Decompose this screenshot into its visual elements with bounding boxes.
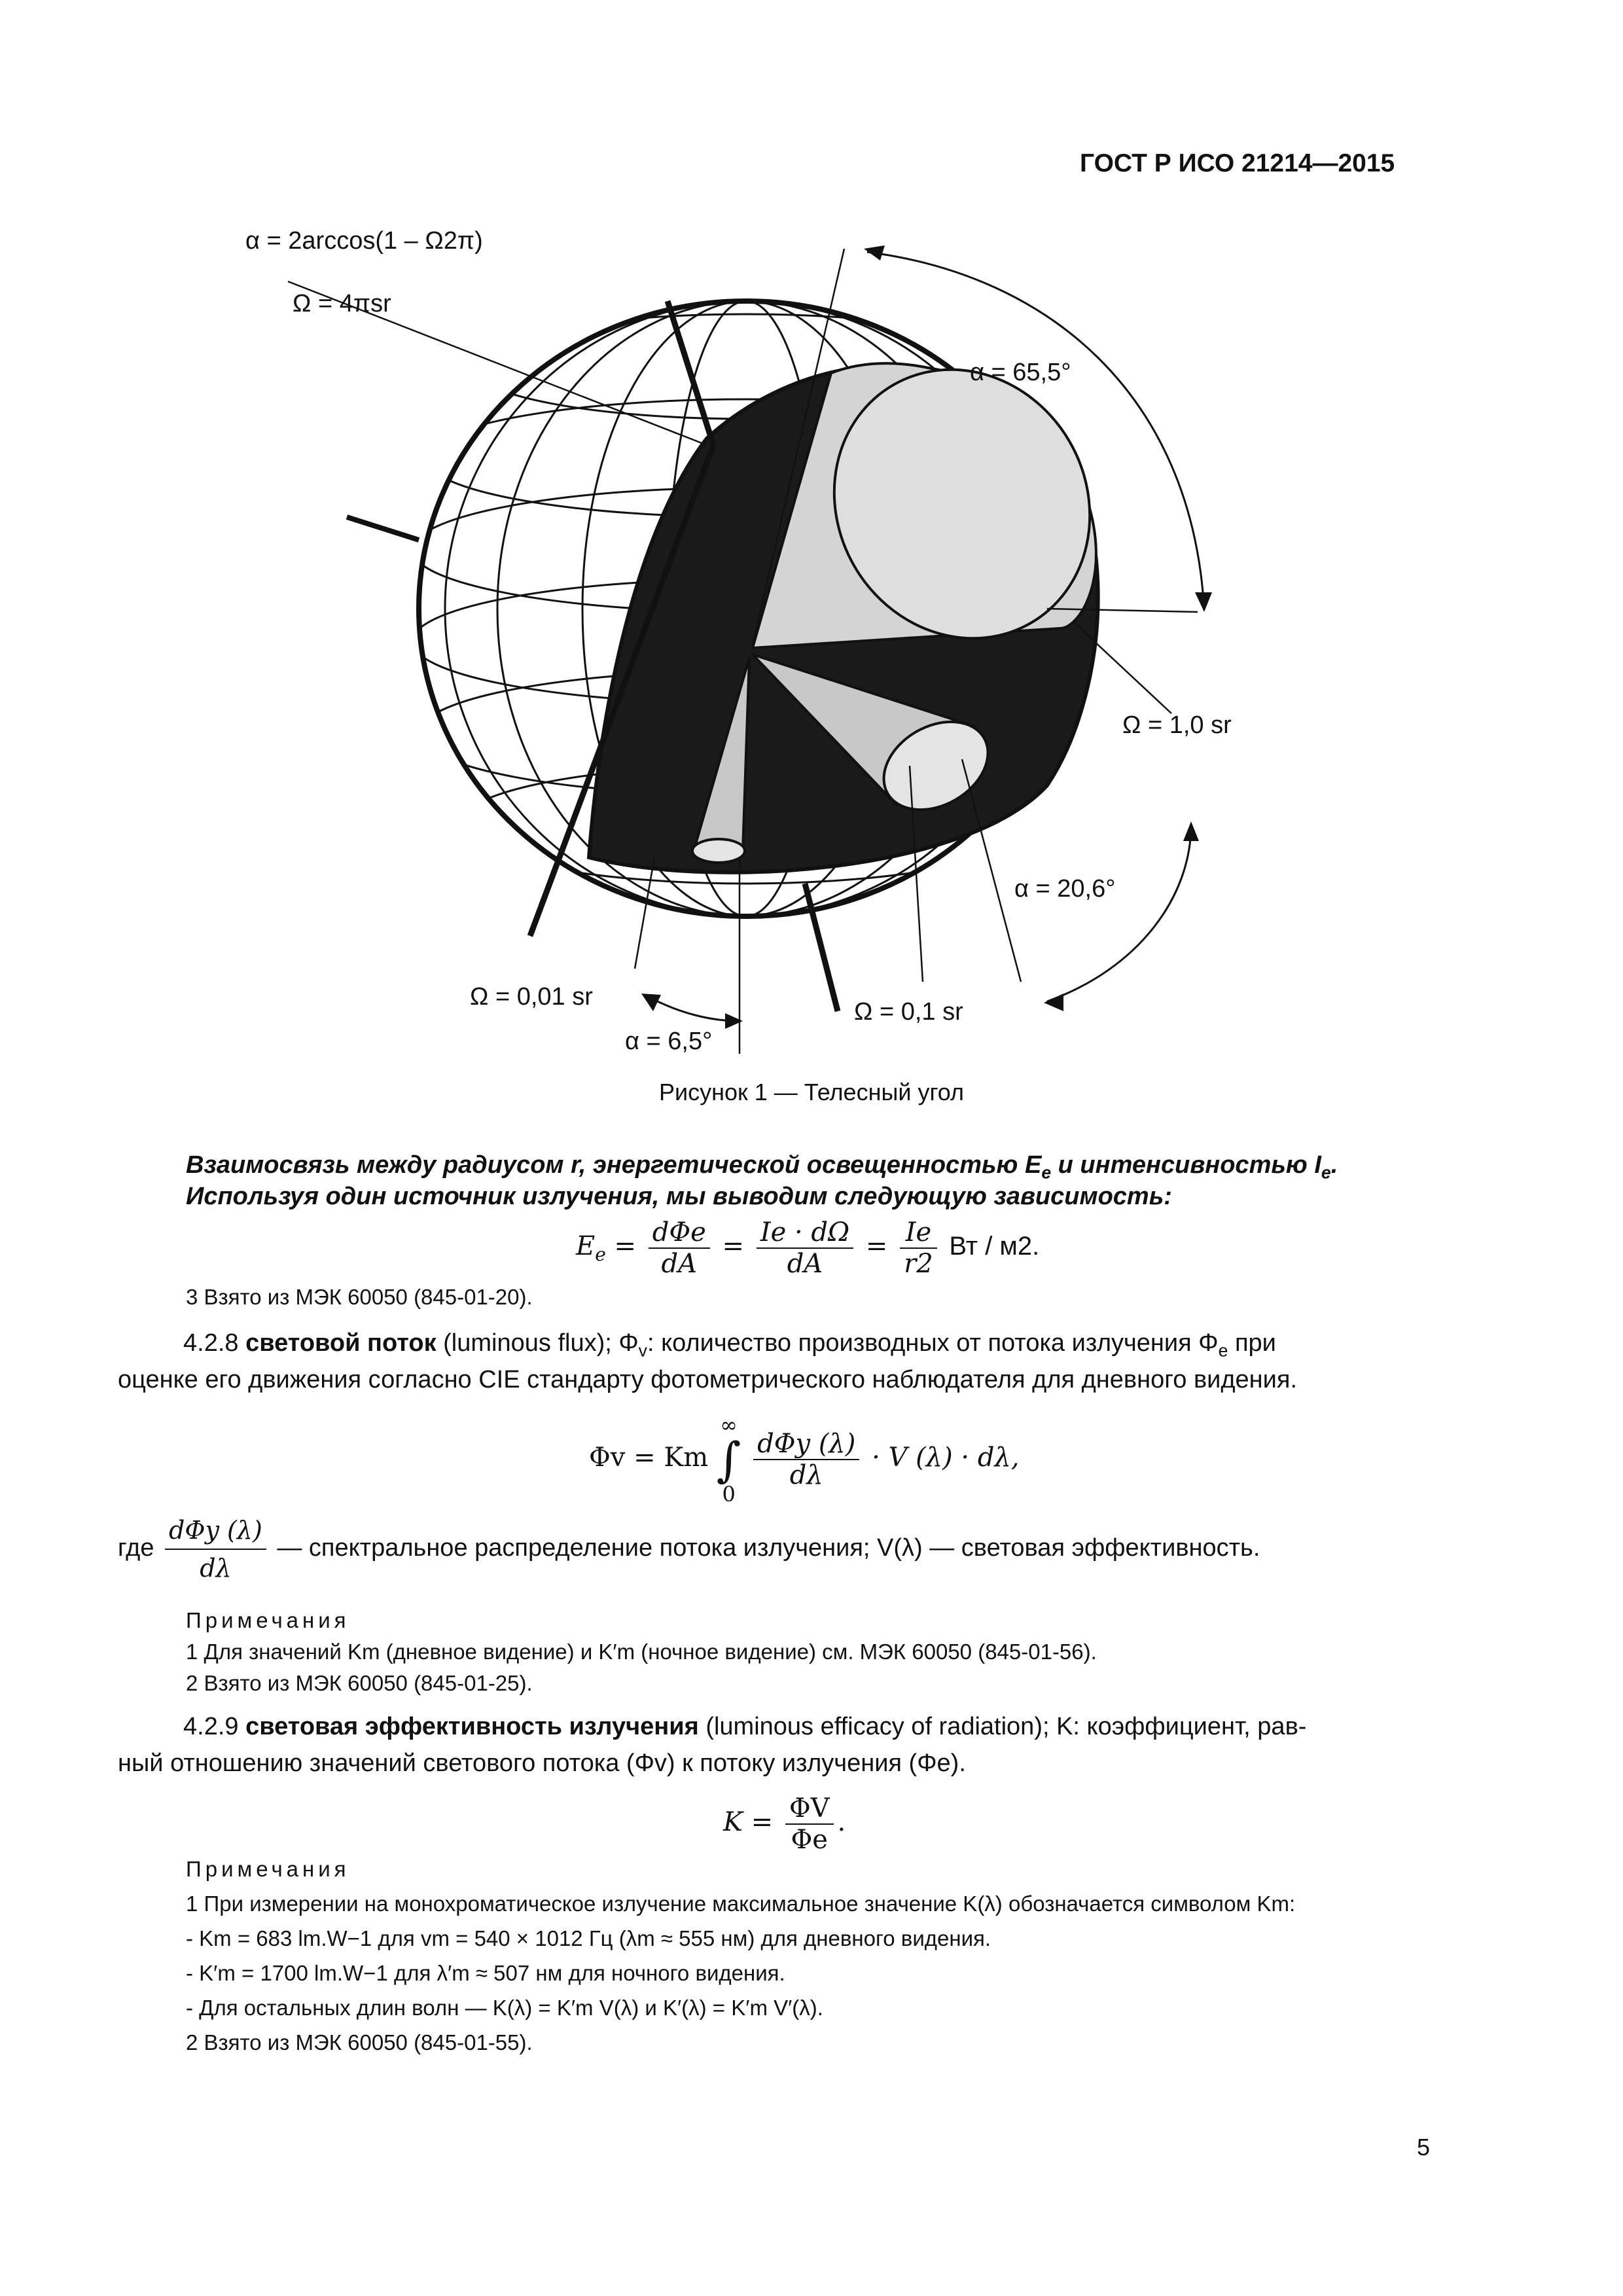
standard-header: ГОСТ Р ИСО 21214—2015 — [1080, 149, 1395, 177]
section-428-where: где $\frac{\text{dΦy (λ)}}{d\lambda}$ — спектральное распределение потока излучения; V(λ) — световая эффективность. — [118, 1512, 1466, 1587]
section-428-line-1: 4.2.8 световой поток (luminous flux); $\Phi_v$: количество производных от потока излучения $\Phi_e$ при — [183, 1329, 1276, 1361]
alpha-formula-label: α = 2arccos(1 – Ω2π) — [245, 227, 483, 255]
irradiance-formula: $E_e$ = $\frac{\text{dΦe}}{dA}$ = $\frac{Ie \cdot d\Omega}{dA}$ = $\frac{Ie}{r2}$ Вт / м2. — [576, 1217, 1040, 1279]
section-428-note-1: 1 Для значений Km (дневное видение) и K′m (ночное видение) см. МЭК 60050 (845-01-56). — [186, 1640, 1097, 1664]
figure-caption: Рисунок 1 — Телесный угол — [658, 1079, 965, 1105]
section-429-notes-title: Примечания — [186, 1857, 350, 1881]
efficacy-formula: K = $\frac{\Phi V}{\Phi e}$ . — [723, 1793, 846, 1855]
alpha-20-label: α = 20,6° — [1014, 875, 1116, 903]
alpha-6-label: α = 6,5° — [625, 1028, 713, 1055]
relation-source: 3 Взято из МЭК 60050 (845-01-20). — [186, 1285, 533, 1309]
section-428-notes-title: Примечания — [186, 1608, 350, 1632]
section-429-note-1: 1 При измерении на монохроматическое излучение максимальное значение K(λ) обозначается символом Km: — [186, 1892, 1296, 1916]
section-429-bullet-2: - K′m = 1700 lm.W−1 для λ′m ≈ 507 нм для ночного видения. — [186, 1961, 785, 1985]
section-428-note-2: 2 Взято из МЭК 60050 (845-01-25). — [186, 1671, 533, 1695]
omega-1-label: Ω = 1,0 sr — [1122, 711, 1232, 739]
section-429-note-2: 2 Взято из МЭК 60050 (845-01-55). — [186, 2030, 533, 2054]
alpha-65-label: α = 65,5° — [970, 359, 1071, 386]
section-429-bullet-3: - Для остальных длин волн — K(λ) = K′m V(λ) и K′(λ) = K′m V′(λ). — [186, 1996, 823, 2020]
section-429-line-2: ный отношению значений светового потока (Φv) к потоку излучения (Φe). — [118, 1749, 966, 1777]
section-428-line-2: оценке его движения согласно CIE стандарту фотометрического наблюдателя для дневного видения. — [118, 1366, 1298, 1393]
luminous-flux-formula: Φv = Km ∞ ∫ 0 $\frac{\text{dΦy (λ)}}{d\lambda}$ · V (λ) · dλ, — [589, 1412, 1020, 1507]
solid-angle-figure — [0, 0, 1623, 1113]
page-number: 5 — [1417, 2134, 1431, 2161]
omega-001-label: Ω = 0,01 sr — [470, 983, 593, 1011]
section-429-line-1: 4.2.9 световая эффективность излучения (luminous efficacy of radiation); K: коэффициент, рав- — [183, 1713, 1307, 1740]
omega-full-label: Ω = 4πsr — [293, 290, 391, 317]
relation-line-1: Взаимосвязь между радиусом r, энергетической освещенностью $E_e$ и интенсивностью $I_e$. — [186, 1151, 1338, 1183]
omega-01-label: Ω = 0,1 sr — [854, 998, 963, 1026]
relation-line-2: Используя один источник излучения, мы выводим следующую зависимость: — [186, 1183, 1172, 1210]
section-429-bullet-1: - Km = 683 lm.W−1 для vm = 540 × 1012 Гц (λm ≈ 555 нм) для дневного видения. — [186, 1926, 991, 1950]
